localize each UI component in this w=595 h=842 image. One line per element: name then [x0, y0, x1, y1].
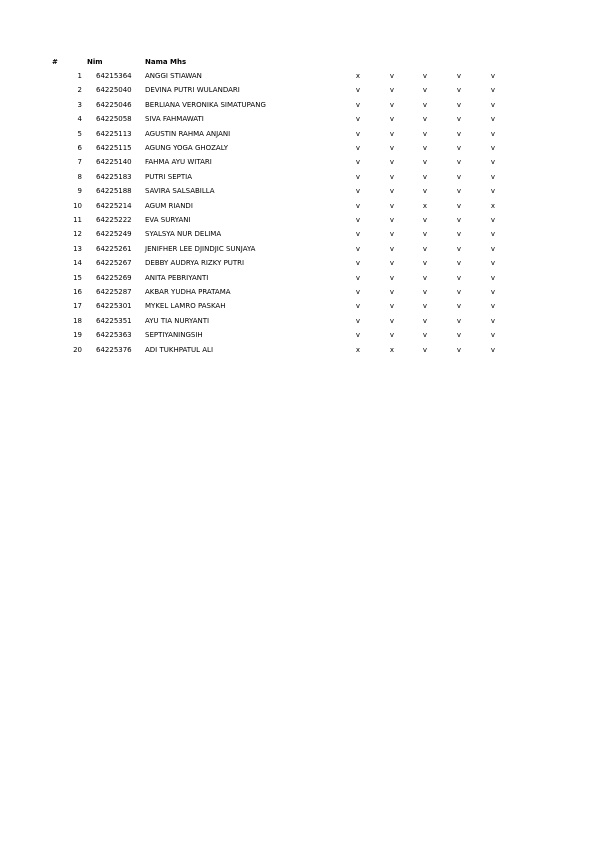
- attendance-mark-3: v: [422, 115, 428, 124]
- student-nim: 64225058: [96, 115, 132, 124]
- attendance-mark-2: v: [389, 72, 395, 80]
- attendance-mark-1: v: [355, 230, 361, 239]
- row-number: 4: [77, 115, 82, 124]
- student-nim: 64225183: [96, 172, 132, 181]
- attendance-mark-3: v: [422, 86, 428, 95]
- attendance-mark-5: v: [490, 302, 496, 311]
- attendance-mark-1: v: [355, 244, 361, 253]
- attendance-mark-5: v: [490, 158, 496, 167]
- attendance-mark-3: v: [422, 288, 428, 296]
- attendance-mark-3: v: [422, 144, 428, 152]
- row-number: 19: [73, 331, 82, 340]
- table-row: [0, 285, 595, 299]
- table-row: [0, 170, 595, 184]
- table-row: [0, 83, 595, 97]
- table-row: [0, 199, 595, 213]
- student-nim: 64225267: [96, 259, 132, 268]
- table-row: [0, 343, 595, 357]
- table-row: [0, 227, 595, 241]
- attendance-mark-1: v: [355, 302, 361, 311]
- student-name: ANITA PEBRIYANTI: [145, 273, 209, 282]
- student-name: ANGGI STIAWAN: [145, 72, 202, 80]
- attendance-mark-4: v: [456, 244, 462, 253]
- row-number: 1: [77, 72, 82, 80]
- attendance-mark-4: v: [456, 115, 462, 124]
- row-number: 18: [73, 316, 82, 325]
- attendance-mark-5: v: [490, 244, 496, 253]
- student-nim: 64225269: [96, 273, 132, 282]
- student-nim: 64225214: [96, 201, 132, 210]
- student-name: PUTRI SEPTIA: [145, 172, 192, 181]
- attendance-mark-2: v: [389, 302, 395, 311]
- attendance-mark-4: v: [456, 158, 462, 167]
- student-name: SYALSYA NUR DELIMA: [145, 230, 222, 239]
- attendance-mark-2: x: [389, 345, 395, 354]
- attendance-mark-4: v: [456, 345, 462, 354]
- attendance-mark-2: v: [389, 216, 395, 224]
- table-row: [0, 184, 595, 198]
- student-name: DEVINA PUTRI WULANDARI: [145, 86, 240, 95]
- table-row: [0, 213, 595, 227]
- attendance-mark-5: v: [490, 72, 496, 80]
- attendance-mark-3: v: [422, 100, 428, 109]
- attendance-mark-3: v: [422, 302, 428, 311]
- header-student-name: Nama Mhs: [145, 58, 187, 66]
- attendance-mark-3: v: [422, 345, 428, 354]
- row-number: 7: [77, 158, 82, 167]
- attendance-mark-4: v: [456, 288, 462, 296]
- attendance-mark-1: v: [355, 86, 361, 95]
- student-name: SEPTIYANINGSIH: [145, 331, 203, 340]
- header-number: #: [52, 58, 58, 66]
- table-row: [0, 98, 595, 112]
- table-row: [0, 328, 595, 342]
- attendance-mark-5: v: [490, 216, 496, 224]
- attendance-mark-3: v: [422, 72, 428, 80]
- student-name: SAVIRA SALSABILLA: [145, 187, 215, 196]
- attendance-mark-1: v: [355, 144, 361, 152]
- table-row: [0, 69, 595, 83]
- student-name: BERLIANA VERONIKA SIMATUPANG: [145, 100, 266, 109]
- attendance-mark-1: x: [355, 345, 361, 354]
- attendance-mark-2: v: [389, 273, 395, 282]
- student-name: AKBAR YUDHA PRATAMA: [145, 288, 231, 296]
- student-nim: 64225115: [96, 144, 132, 152]
- attendance-mark-3: v: [422, 316, 428, 325]
- attendance-mark-3: v: [422, 331, 428, 340]
- attendance-mark-1: v: [355, 331, 361, 340]
- attendance-mark-5: v: [490, 345, 496, 354]
- student-nim: 64225249: [96, 230, 132, 239]
- row-number: 11: [73, 216, 82, 224]
- attendance-mark-2: v: [389, 144, 395, 152]
- student-name: JENIFHER LEE DJINDJIC SUNJAYA: [145, 244, 256, 253]
- row-number: 13: [73, 244, 82, 253]
- attendance-mark-5: v: [490, 172, 496, 181]
- student-nim: 64215364: [96, 72, 132, 80]
- attendance-mark-3: v: [422, 216, 428, 224]
- row-number: 5: [77, 129, 82, 138]
- attendance-mark-1: v: [355, 288, 361, 296]
- student-name: SIVA FAHMAWATI: [145, 115, 204, 124]
- table-row: [0, 141, 595, 155]
- attendance-mark-2: v: [389, 230, 395, 239]
- student-nim: 64225188: [96, 187, 132, 196]
- attendance-mark-3: v: [422, 244, 428, 253]
- attendance-mark-3: v: [422, 187, 428, 196]
- attendance-mark-1: v: [355, 100, 361, 109]
- attendance-mark-5: v: [490, 86, 496, 95]
- student-name: ADI TUKHPATUL ALI: [145, 345, 214, 354]
- attendance-mark-4: v: [456, 72, 462, 80]
- attendance-mark-5: v: [490, 288, 496, 296]
- attendance-mark-4: v: [456, 201, 462, 210]
- table-header: [0, 55, 595, 69]
- row-number: 17: [73, 302, 82, 311]
- student-name: FAHMA AYU WITARI: [145, 158, 212, 167]
- attendance-mark-1: v: [355, 259, 361, 268]
- attendance-mark-4: v: [456, 86, 462, 95]
- attendance-mark-2: v: [389, 288, 395, 296]
- attendance-mark-2: v: [389, 259, 395, 268]
- row-number: 16: [73, 288, 82, 296]
- row-number: 8: [77, 172, 82, 181]
- header-nim: Nim: [87, 58, 103, 66]
- attendance-mark-3: v: [422, 172, 428, 181]
- student-nim: 64225301: [96, 302, 132, 311]
- attendance-mark-4: v: [456, 216, 462, 224]
- table-row: [0, 271, 595, 285]
- attendance-mark-5: v: [490, 129, 496, 138]
- student-nim: 64225222: [96, 216, 132, 224]
- attendance-mark-3: v: [422, 230, 428, 239]
- student-nim: 64225363: [96, 331, 132, 340]
- table-row: [0, 155, 595, 169]
- table-row: [0, 112, 595, 126]
- attendance-mark-2: v: [389, 187, 395, 196]
- student-name: AGUNG YOGA GHOZALY: [145, 144, 228, 152]
- attendance-mark-5: v: [490, 100, 496, 109]
- attendance-mark-2: v: [389, 129, 395, 138]
- student-nim: 64225261: [96, 244, 132, 253]
- student-nim: 64225140: [96, 158, 132, 167]
- attendance-mark-2: v: [389, 100, 395, 109]
- attendance-mark-4: v: [456, 259, 462, 268]
- row-number: 10: [73, 201, 82, 210]
- attendance-mark-5: v: [490, 259, 496, 268]
- attendance-mark-5: v: [490, 144, 496, 152]
- row-number: 20: [73, 345, 82, 354]
- attendance-mark-4: v: [456, 144, 462, 152]
- student-nim: 64225376: [96, 345, 132, 354]
- attendance-mark-3: x: [422, 201, 428, 210]
- table-row: [0, 314, 595, 328]
- attendance-mark-5: v: [490, 115, 496, 124]
- student-nim: 64225287: [96, 288, 132, 296]
- attendance-mark-4: v: [456, 331, 462, 340]
- attendance-mark-2: v: [389, 316, 395, 325]
- attendance-mark-1: x: [355, 72, 361, 80]
- student-name: AGUM RIANDI: [145, 201, 193, 210]
- table-row: [0, 242, 595, 256]
- attendance-mark-4: v: [456, 172, 462, 181]
- attendance-mark-1: v: [355, 129, 361, 138]
- attendance-mark-1: v: [355, 201, 361, 210]
- table-row: [0, 299, 595, 313]
- attendance-mark-5: v: [490, 230, 496, 239]
- attendance-mark-5: v: [490, 316, 496, 325]
- attendance-mark-4: v: [456, 129, 462, 138]
- attendance-mark-1: v: [355, 273, 361, 282]
- student-name: EVA SURYANI: [145, 216, 191, 224]
- student-name: AYU TIA NURYANTI: [145, 316, 210, 325]
- row-number: 3: [77, 100, 82, 109]
- attendance-mark-3: v: [422, 158, 428, 167]
- attendance-mark-4: v: [456, 100, 462, 109]
- attendance-mark-4: v: [456, 187, 462, 196]
- attendance-mark-4: v: [456, 230, 462, 239]
- student-nim: 64225113: [96, 129, 132, 138]
- attendance-mark-2: v: [389, 172, 395, 181]
- attendance-mark-5: v: [490, 273, 496, 282]
- attendance-mark-1: v: [355, 158, 361, 167]
- row-number: 14: [73, 259, 82, 268]
- row-number: 12: [73, 230, 82, 239]
- student-nim: 64225046: [96, 100, 132, 109]
- attendance-mark-1: v: [355, 216, 361, 224]
- attendance-mark-1: v: [355, 187, 361, 196]
- attendance-mark-4: v: [456, 302, 462, 311]
- attendance-mark-5: v: [490, 187, 496, 196]
- attendance-mark-4: v: [456, 273, 462, 282]
- attendance-mark-3: v: [422, 259, 428, 268]
- student-nim: 64225351: [96, 316, 132, 325]
- attendance-mark-2: v: [389, 244, 395, 253]
- attendance-mark-5: v: [490, 331, 496, 340]
- attendance-mark-2: v: [389, 331, 395, 340]
- student-name: MYKEL LAMRO PASKAH: [145, 302, 226, 311]
- attendance-mark-2: v: [389, 86, 395, 95]
- attendance-mark-2: v: [389, 201, 395, 210]
- student-name: AGUSTIN RAHMA ANJANI: [145, 129, 231, 138]
- student-nim: 64225040: [96, 86, 132, 95]
- table-row: [0, 256, 595, 270]
- attendance-mark-3: v: [422, 129, 428, 138]
- attendance-mark-4: v: [456, 316, 462, 325]
- attendance-mark-2: v: [389, 158, 395, 167]
- row-number: 2: [77, 86, 82, 95]
- attendance-mark-3: v: [422, 273, 428, 282]
- table-row: [0, 127, 595, 141]
- row-number: 9: [77, 187, 82, 196]
- attendance-mark-1: v: [355, 316, 361, 325]
- student-name: DEBBY AUDRYA RIZKY PUTRI: [145, 259, 245, 268]
- attendance-mark-5: x: [490, 201, 496, 210]
- attendance-mark-1: v: [355, 115, 361, 124]
- row-number: 15: [73, 273, 82, 282]
- row-number: 6: [77, 144, 82, 152]
- attendance-mark-2: v: [389, 115, 395, 124]
- attendance-mark-1: v: [355, 172, 361, 181]
